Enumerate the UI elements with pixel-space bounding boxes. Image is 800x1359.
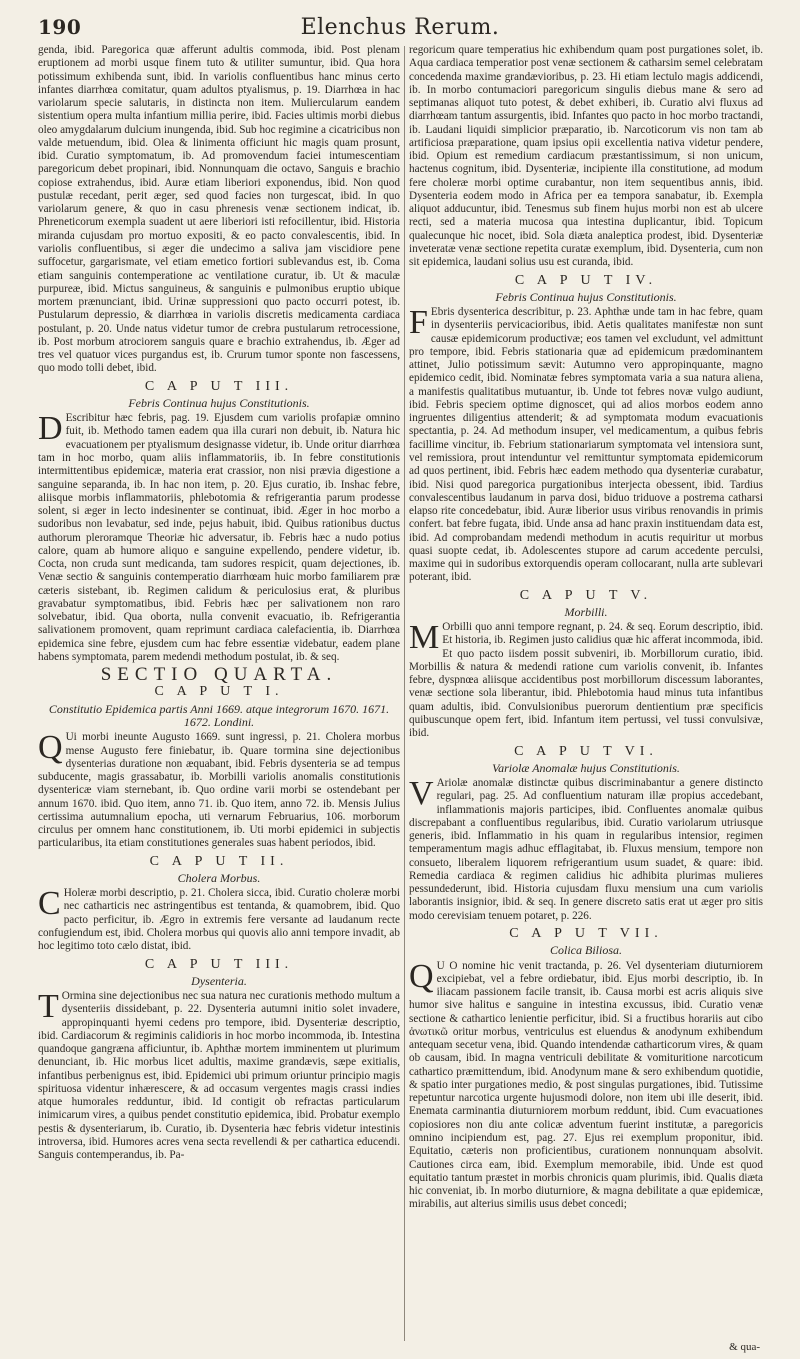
- index-paragraph: D Escribitur hæc febris, pag. 19. Ejusdem cum variolis profapiæ omnino fuit, ib. Methodo tamen eadem qua illa curari non debuit, ib. Natura hic evacuationem per ptyalismum designasse videtur, ib. Unde oritur diarrhœa tam in hoc morbo, quam aliis inflammatoriis, ib. In febre constitutionis intermittentibus epidemicæ, materia erat crassior, non nisi prævia digestione a sanguine separanda, ib. In hac non item, p. 20. Ejus curatio, ib. Inshac febre, aliisque morbis inflammatoriis, phlebotomia & refrigerantia parum prodesse solent, si æger in lecto indesinenter se continuat, ibid. Æger in hoc morbo a sudoribus non levabatur, sed inde, pejus habuit, ibid. Quibus rationibus ductus authorum pleroramque Theoriæ hic adversatur, ib. Febris hæc a nudo potius calore, quam ab humore aliquo e sanguine expellendo, pendere videtur, ib. Cocta, non cruda sunt medicanda, tam sudores respicit, quam dejectiones, ib. Venæ sectio & sanguinis contemperatio diarrhœam huic morbo familiarem præ cæteris sistebant, ib. Regimen calidum & periculosius erat, & pluribus gravabatur symptomatibus, ibid. Febris hæc per salivationem non raro solvebatur, ibid. Qua oborta, nulla convenit evacuatio, ib. Refrigerantia salivationem promovent, quam reprimunt cardiaca calefacientia, ib. Diarrhœa epidemica sine febre, ejusdem cum hac febre essentiæ videbatur, eadem plane habens symptomata, parem medendi methodum postulat, ib. & seq.: [38, 410, 400, 663]
- chapter-heading: C A P U T VI.: [514, 743, 658, 759]
- drop-cap: V: [409, 775, 434, 813]
- index-paragraph: T Ormina sine dejectionibus nec sua natura nec curationis methodo multum a dysenteriis dissidebant, p. 22. Dysenteria autumni initio solet invadere, appropinquanti hyemi cedens pro tempore, ibid. Dysenteriæ descriptio, ibid. Cardiacorum & regiminis calidioris in hoc morbo incommoda, ib. Intestina quandoque gangræna afficiuntur, ib. Aphthæ mortem imminentem ut plurimum denunciant, ib. Hic morbus licet adultis, maxime grandævis, sæpe exitialis, infantibus perbenignus est, ibid. Epidemici ubi primum oriuntur principio magis spirituosa videntur inhærescere, & ad occasum vergentes magis crassi indies atque humorales redduntur, ibid. Id contigit ob refractas particularum inimicarum vires, a quibus pendet constitutio epidemica, ibid. Probatur exemplo pestis & dysenteriarum, ib. Curatio, ib. Dysenteria hæc febris videtur intestinis introversa, ibid. Humores acres vena secta revellendi & per cathartica educendi. Sanguis contemperandus, ib. Pa-: [38, 988, 400, 1162]
- index-paragraph: C Holeræ morbi descriptio, p. 21. Cholera sicca, ibid. Curatio choleræ morbi nec catharticis nec astringentibus est tentanda, & quamobrem, ibid. Quo pacto perficitur, ib. Ægro in extremis fere versante ad laudanum recte confugiendum est, ibid. Cholera morbus qui quovis alio anni tempore invadit, ab hoc legitimo toto cælo distat, ibid.: [38, 885, 400, 953]
- index-paragraph: genda, ibid. Paregorica quæ afferunt adultis commoda, ibid. Post plenam eruptionem ad morbi usque finem tuto & utiliter sumuntur, ibid. Qua hora potissimum exhibenda sunt, ibid. In variolis confluentibus hanc minus certo infantes diarrhœa comitatur, quam adultos ptyalismus, p. 19. Diarrhœa in hac variolarum specie salutaris, in distincta non item. Muliercularum eandem sistentium opera multa infantium millia perire, ibid. Facies ultimis morbi diebus oleo amygdalarum dulcium inungenda, ibid. Sub hoc regimine a cicatricibus non valde metuendum, ibid. Olea & linimenta officiunt hic magis quam prosunt, ibid. Curatio symptomatum, ib. Ad promovendum faciei intumescentiam paregoricum debet propinari, ibid. Nonnunquam die octavo, Sanguis e brachio copiose extrahendus, ibid. Auræ etiam liberiori exponendus, ibid. Non quod pustulæ recedant, perit æger, sed quod facies non turgescat, ibid. In quo variolarum genere, & quo in casu phrenesis venæ sectionem indicat, ib. Phreneticorum exempla suadent ut aere liberiori isti refocillentur, ibid. Historia miranda cujusdam pro mortuo expositi, & eo pacto convalescentis, ibid. In variolis confluentibus, si æger die undecimo a saliva jam viscidiore pene suffocetur, gargarismate, vel etiam emetico fortiori sublevandus est, ib. Coma etiam sanguinis contemperatione ac ventilatione curatur, ib. Ut & maculæ purpureæ, ibid. Mictus sanguineus, & sanguinis e pulmonibus eruptio ubique mortem prænunciant, ibid. Urinæ suppressioni quo pacto occurri potest, ib. Pustularum depressio, & diarrhœa in variolis discretis medicamenta cardiaca postulant, p. 20. Unde natus videtur tumor de crebra pustularum retrocessione, ib. Post morbum atrociorem sanguis quare e brachio extrahendus, ib. Æger ad tres vel quatuor vices purgandus est, ib. Crurum tumor sponte non fascessens, quo modo tolli debet, ibid.: [38, 44, 400, 375]
- chapter-heading: C A P U T III.: [144, 956, 294, 972]
- drop-cap: C: [38, 885, 61, 923]
- page-header: [0, 0, 800, 42]
- chapter-subtitle: Dysenteria.: [191, 973, 247, 988]
- right-column: [409, 44, 763, 1348]
- left-column: [38, 44, 400, 1344]
- chapter-heading: C A P U T III.: [144, 378, 294, 394]
- chapter-heading: C A P U T VII.: [509, 926, 663, 941]
- column-divider: [404, 46, 405, 1341]
- running-title: Elenchus Rerum.: [300, 15, 500, 40]
- drop-cap: D: [38, 410, 63, 448]
- index-paragraph: M Orbilli quo anni tempore regnant, p. 24. & seq. Eorum descriptio, ibid. Et historia, ib. Regimen justo calidius quæ hic afferat incommoda, ibid. Et quo pacto iisdem possit subveniri, ib. Morbillorum curatio, ibid. Morbillis & natura & medendi ratione cum variolis convenit, ib. Infantes febre, dyspnœa aliisque accidentibus post morbillorum discessum laborantes, venæ sectione sola liberantur, ibid. Phlebotomia haud minus tuta infantibus quam adultis, ibid. Convulsionibus puerorum dentientium præ specificis quibuscunque opem fert, ibid. Infantum item pertussi, vel tussi convulsivæ, ibid.: [409, 619, 763, 740]
- chapter-subtitle: Constitutio Epidemica partis Anni 1669. atque integrorum 1670. 1671. 1672. Londini.: [48, 701, 390, 730]
- chapter-subtitle: Morbilli.: [564, 604, 608, 619]
- chapter-subtitle: Colica Biliosa.: [550, 943, 622, 958]
- drop-cap: F: [409, 304, 428, 342]
- catchword: & qua-: [729, 1341, 760, 1353]
- page-number: 190: [38, 15, 82, 39]
- chapter-heading: C A P U T IV.: [514, 272, 658, 288]
- chapter-heading: C A P U T V.: [519, 587, 653, 603]
- chapter-heading: C A P U T I.: [154, 684, 284, 700]
- chapter-subtitle: Febris Continua hujus Constitutionis.: [495, 289, 677, 304]
- chapter-subtitle: Variolæ Anomalæ hujus Constitutionis.: [492, 760, 680, 775]
- drop-cap: T: [38, 988, 59, 1026]
- chapter-subtitle: Febris Continua hujus Constitutionis.: [128, 395, 310, 410]
- index-paragraph: regoricum quare temperatius hic exhibendum quam post purgationes solet, ib. Aqua cardiaca temperatior post venæ sectionem & catharsim semel celebratam concedenda maxime grandævioribus, p. 23. Hi etiam lectulo magis addicendi, ib. In morbo contumaciori paregoricum singulis diebus mane & sero ad septimanas aliquot tuto potest, & debet exhiberi, ib. Curatio alvi fluxus ad diarrhœam tantum assurgentis, ibid. Infantes quo pacto in hoc morbo tractandi, ib. Laudani liquidi simplicior præparatio, ib. Narcoticorum vis non tam ab artificiosa præparatione, quam ipsius opii excellentia nativa videtur pendere, ibid. Opium est remedium cardiacum præstantissimum, si non unicum, hactenus cognitum, ibid. Dysenteriæ, incipiente illa constitutione, ad modum fere choleræ morbi optime curabantur, non item sequentibus annis, ibid. Dysenteria eodem modo in Africa per ea tempora sanabatur, ib. Exempla aliquot adducuntur, ibid. Tenesmus sub finem hujus morbi non est ab ulcere recti, sed a materia mucosa qua intestina duplicantur, ibid. Topicum qualecunque hic nocet, ibid. Sola diæta analeptica prodest, ibid. Dysenteriæ inveteratæ venæ sectione repetita curatæ exemplum, ibid. Dysenteria, cum non sit epidemica, laudani solius usu est curanda, ibid.: [409, 44, 763, 269]
- chapter-heading: C A P U T II.: [149, 853, 289, 869]
- drop-cap: M: [409, 619, 440, 657]
- index-paragraph: Q U O nomine hic venit tractanda, p. 26. Vel dysenteriam diuturniorem excipiebat, vel a febre ordiebatur, ibid. Ejus morbi descriptio, ib. In iliacam passionem facile transit, ib. Causa morbi est acris aliquis sive humor sive halitus e sanguine in intestina excussus, ibid. Curatio venæ sectione & cathartico lenientie perficitur, ibid. Si a fructibus horariis aut cibo ἀνωτικῶ oritur morbus, ventriculus est eluendus & anodynum exhibendum antequam secetur vena, ibid. Quando intendendæ catharticorum vires, & quam ob causam, ibid. In magna ventriculi debilitate & vomituritione narcoticum cathartico præmittendum, ibid. Anodynum mane & sero exhibendum quotidie, & spatio inter purgationes medio, & post singulas purgationes, ibid. Tutissime repetuntur narcotica urgente hujusmodi dolore, non item ubi ille deserit, ibid. Enemata carminantia diuturniorem morbum reddunt, ibid. Cum evacuationes copiosiores non diu ante colicæ adventum fuerint institutæ, a paregoricis omnino incipiendum est, pag. 27. Ejus rei exemplum proponitur, ibid. Equitatio, cæteris non proficientibus, curationem nonnunquam absolvit. Cautiones circa eam, ibid. Exemplum memorabile, ibid. Unde est quod equitatio tantum præstet in morbis chronicis quam plurimis, ibid. Qualis diæta hic conveniat, ib. In morbo diuturniore, & magna debilitate a quæ epidemicæ, mirabilis, aut alterius similis usus debet concedi;: [409, 957, 763, 1211]
- drop-cap: Q: [38, 729, 63, 767]
- chapter-subtitle: Cholera Morbus.: [177, 870, 261, 885]
- drop-cap: Q: [409, 957, 434, 995]
- index-paragraph: Q Ui morbi ineunte Augusto 1669. sunt ingressi, p. 21. Cholera morbus mense Augusto fere finiebatur, ib. Quare tormina sine dejectionibus dysenterias duratione non æquabant, ibid. Febris dysenteria se ad tempus subducente, magis grassabatur, ib. Morbilli variolis anomalis constitutionis dysentericæ viam sternebant, ib. Quo ordine varii morbi se ostendebant per annum 1670. ibid. Quo item, anno 71. ib. Quo item, anno 72. ib. Mensis Julius certissima autumnalium epocha, uti vernarum Februarius, 106. morborum circulus per omnem hanc constitutionem, ib. Uti morbi epidemici in subjectis particularibus, ita etiam constitutiones generales suas habent periodos, ibid.: [38, 729, 400, 850]
- section-heading: SECTIO QUARTA.: [100, 664, 338, 686]
- index-paragraph: F Ebris dysenterica describitur, p. 23. Aphthæ unde tam in hac febre, quam in dysenteriis pervicacioribus, ibid. Aetis qualitates manifestæ non sunt causæ epidemicorum productivæ; eos tamen vel excludunt, vel admittunt pro tempore, ibid. Febris stationaria quæ ad epidemicum prædominantem attinet, Julio potissimum sævit: Autumno vero appropinquante, magno epidemico cedit, ibid. Nominatæ febres symptomata varia a sua natura aliena, a manifestis qualitatibus mutuantur, ib. Unde tot febres novæ vulgo audiunt, ibid. Febris speciem optime dignoscet, qui ad alios morbos eodem anno ingruentes diligentius attenderit; & ad symptomata modum evacuationis spectantia, p. 24. Ad methodum insuper, vel medicamentum, a quibus febris facillime vincitur, ib. Febrium stationariarum symptomata vel intensiora sunt, vel remissiora, prout intenduntur vel remittuntur symptomata epidemicorum ad quos pertinent, ibid. Febris hæc eadem methodo qua dysenteriæ curabatur, ibid. Nisi quod paregorica purgationibus interjecta obessent, ibid. Tardius convalescentibus laudanum in parva dosi, biduo triduove a postrema catharsi elapso rite concedebatur, ibid. Auræ liberior usus viribus renovandis in primis confert. bat febre fugata, ibid. Unde ansa ad hanc praxin instituendam data est, ibid. Ad comprobandam medendi methodum in acutis requiritur ut morbus quasi suopte cedat, ib. Adolescentes stupore ad carum accedente perculsi, maxime qui in sudoribus extorquendis operam collocarant, nulla arte sublevari poterant, ibid.: [409, 304, 763, 584]
- index-paragraph: V Ariolæ anomalæ distinctæ quibus discriminabantur a genere distincto regulari, pag. 25. Ad confluentium naturam illæ propius accedebant, inflammationis majoris participes, ibid. Confluentes anomalæ quibus discrepabant a confluentibus regularibus, ibid. Curatio variolarum utriusque generis, ibid. Inflammatio in his quam in regularibus intensior, regimen temperamentum magis adhuc efflagitabat, ib. Fluxus mensium, tempore non consueto, liberalem liquorem refrigerantium usum suadet, & quare: ibid. Remedia cardiaca & regimen calidius hic adhibita plurimas mulieres pessundederunt, ibid. Historia cujusdam fluxu mensium una cum variolis laborantis insignior, ibid. & seq. In genere discreto satis erat ut æger pro sitis modo cerevisiam tenuem potaret, p. 226.: [409, 775, 763, 922]
